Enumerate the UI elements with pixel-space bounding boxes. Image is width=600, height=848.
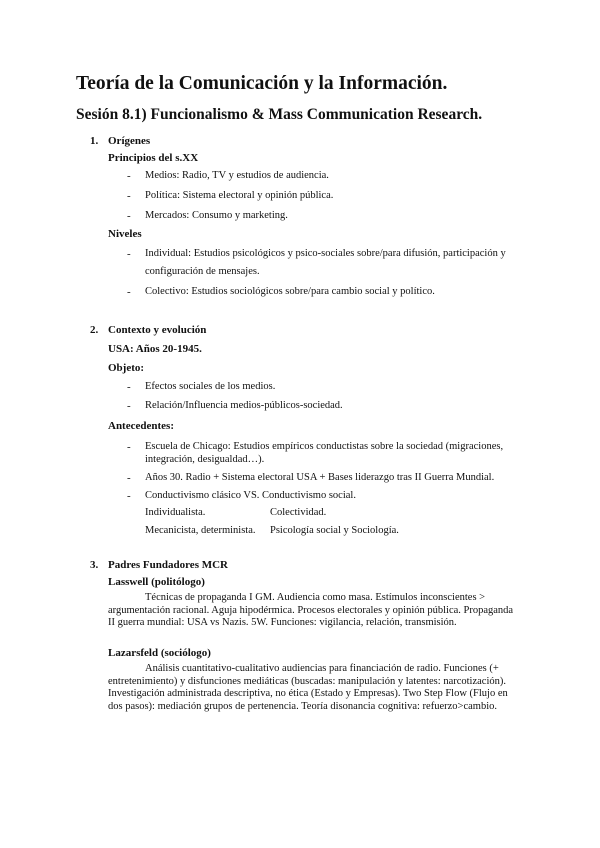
section-title: Contexto y evolución xyxy=(108,324,207,336)
list-item: Escuela de Chicago: Estudios empíricos conductistas sobre la sociedad (migraciones, xyxy=(145,441,504,452)
bullet-dash: - xyxy=(127,400,131,412)
section-number: 1. xyxy=(90,135,99,147)
bullet-dash: - xyxy=(127,286,131,298)
section-title: Padres Fundadores MCR xyxy=(108,559,228,571)
list-item: Política: Sistema electoral y opinión pública. xyxy=(145,190,334,201)
comparison-right: Colectividad. xyxy=(270,507,327,518)
list-item: Relación/Influencia medios-públicos-sociedad. xyxy=(145,400,343,411)
author-paragraph: Técnicas de propaganda I GM. Audiencia como masa. Estímulos inconscientes > argumentación racional. Aguja hipodérmica. Procesos electorales y opinión pública. Propaganda II guerra mundial: USA vs Nazis. 5W. Funciones: vigilancia, relación, transmisión. xyxy=(108,592,514,628)
section-number: 3. xyxy=(90,559,99,571)
author-paragraph: Análisis cuantitativo-cualitativo audiencias para financiación de radio. Funciones (+ entretenimiento) y disfunciones mediáticas (buscadas: manipulación y latentes: narcotización). Investigación administrada descriptiva, no ética (Estado y Empresas). Two Step Flow (Flujo en dos pasos): mediación grupos de pertenencia. Teoría disonancia cognitiva: refuerzo>cambio. xyxy=(108,663,508,712)
list-item-continuation: integración, desigualdad…). xyxy=(145,454,265,465)
bullet-dash: - xyxy=(127,170,131,182)
bullet-dash: - xyxy=(127,490,131,502)
group-heading: Antecedentes: xyxy=(108,420,174,432)
section-number: 2. xyxy=(90,324,99,336)
section-title: Orígenes xyxy=(108,135,151,147)
comparison-right: Psicología social y Sociología. xyxy=(270,525,399,536)
bullet-dash: - xyxy=(127,381,131,393)
comparison-left: Individualista. xyxy=(145,507,206,518)
author-heading: Lasswell (politólogo) xyxy=(108,576,205,588)
document-title: Teoría de la Comunicación y la Información. xyxy=(76,73,448,94)
group-heading: Principios del s.XX xyxy=(108,152,199,164)
bullet-dash: - xyxy=(127,190,131,202)
period-heading: USA: Años 20-1945. xyxy=(108,343,202,355)
list-item: Colectivo: Estudios sociológicos sobre/para cambio social y político. xyxy=(145,286,435,297)
list-item: Efectos sociales de los medios. xyxy=(145,381,276,392)
group-heading: Niveles xyxy=(108,228,142,240)
list-item: Conductivismo clásico VS. Conductivismo social. xyxy=(145,490,356,501)
author-heading: Lazarsfeld (sociólogo) xyxy=(108,647,211,659)
list-item-continuation: configuración de mensajes. xyxy=(145,266,260,277)
comparison-left: Mecanicista, determinista. xyxy=(145,525,256,536)
list-item: Medios: Radio, TV y estudios de audiencia. xyxy=(145,170,329,181)
group-heading: Objeto: xyxy=(108,362,145,374)
bullet-dash: - xyxy=(127,441,131,453)
list-item: Mercados: Consumo y marketing. xyxy=(145,210,288,221)
session-subtitle: Sesión 8.1) Funcionalismo & Mass Communication Research. xyxy=(76,106,483,123)
bullet-dash: - xyxy=(127,210,131,222)
bullet-dash: - xyxy=(127,248,131,260)
list-item: Individual: Estudios psicológicos y psico-sociales sobre/para difusión, participación y xyxy=(145,248,506,259)
bullet-dash: - xyxy=(127,472,131,484)
list-item: Años 30. Radio + Sistema electoral USA + Bases liderazgo tras II Guerra Mundial. xyxy=(145,472,495,483)
